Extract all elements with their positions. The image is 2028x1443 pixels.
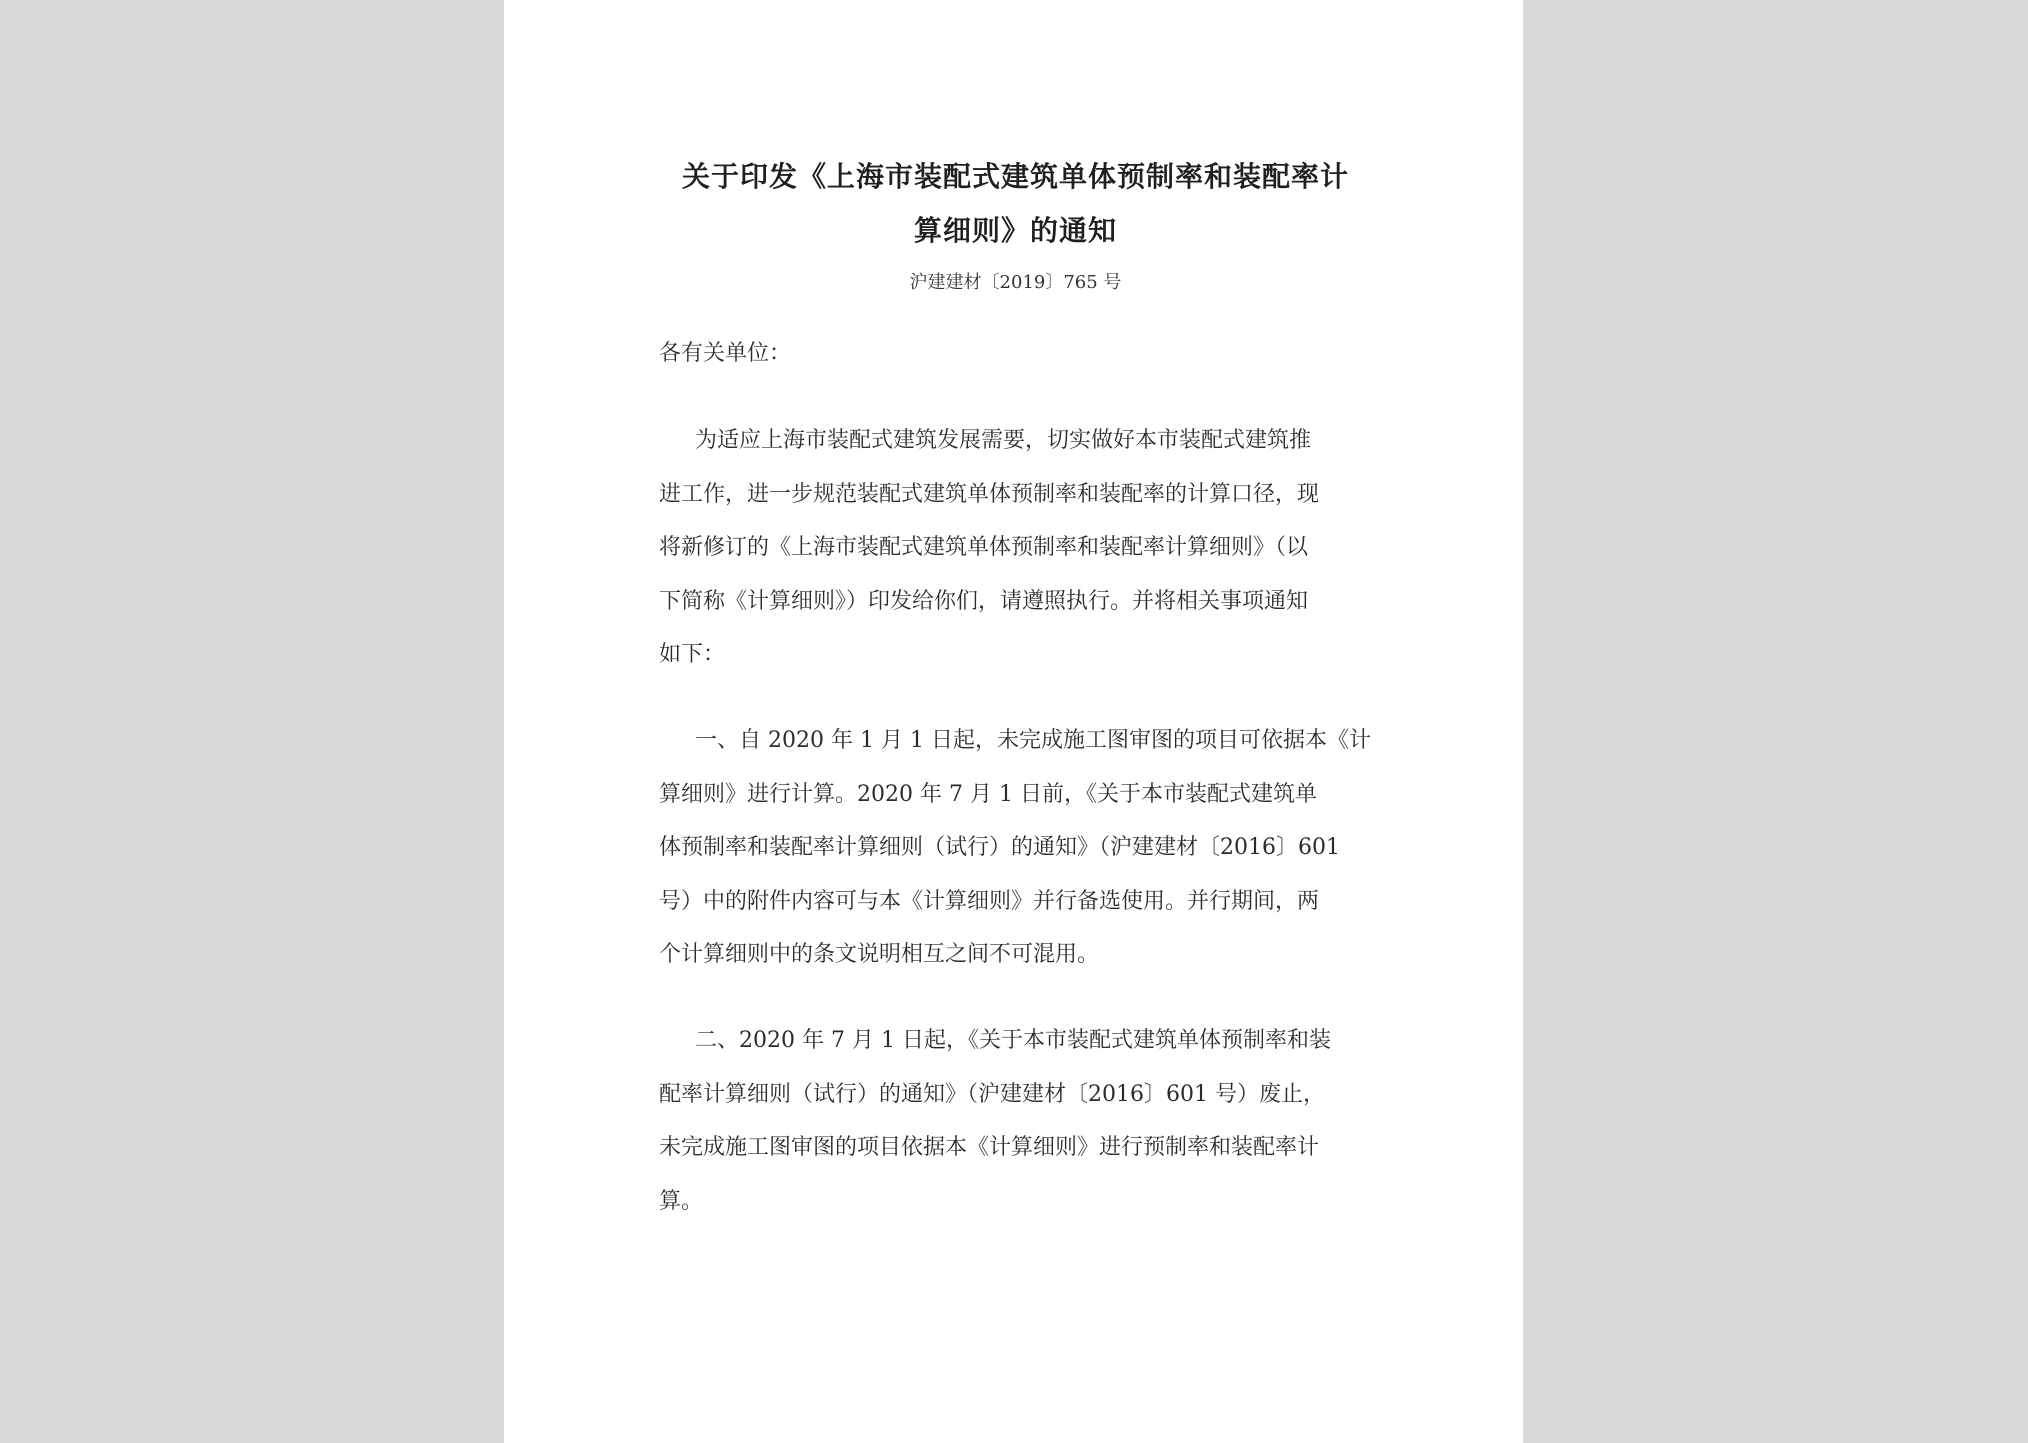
paragraph-line: 二、2020 年 7 月 1 日起，《关于本市装配式建筑单体预制率和装 — [695, 1028, 1331, 1053]
title-line: 关于印发《上海市装配式建筑单体预制率和装配率计 — [681, 160, 1349, 193]
paragraph-line: 算。 — [659, 1188, 704, 1214]
paragraph-line: 为适应上海市装配式建筑发展需要，切实做好本市装配式建筑推 — [695, 428, 1312, 453]
paragraph-item-two — [659, 1014, 1372, 1228]
paragraph-line: 配率计算细则（试行）的通知》（沪建建材〔2016〕601 号）废止， — [659, 1081, 1325, 1107]
title-line: 算细则》的通知 — [913, 214, 1117, 247]
paragraph-item-one — [659, 714, 1372, 982]
paragraph-line: 算细则》进行计算。2020 年 7 月 1 日前，《关于本市装配式建筑单 — [659, 781, 1317, 807]
paragraph-line: 进工作，进一步规范装配式建筑单体预制率和装配率的计算口径，现 — [659, 481, 1320, 507]
document-page — [504, 0, 1523, 1443]
salutation: 各有关单位： — [659, 341, 792, 366]
paragraph-line: 号）中的附件内容可与本《计算细则》并行备选使用。并行期间，两 — [659, 888, 1320, 914]
document-number: 沪建建材〔2019〕765 号 — [909, 272, 1122, 293]
paragraph-line: 如下： — [659, 642, 726, 667]
paragraph-line: 将新修订的《上海市装配式建筑单体预制率和装配率计算细则》（以 — [659, 535, 1309, 560]
paragraph-line: 未完成施工图审图的项目依据本《计算细则》进行预制率和装配率计 — [659, 1135, 1320, 1160]
paragraph-line: 个计算细则中的条文说明相互之间不可混用。 — [659, 942, 1100, 967]
paragraph-line: 下简称《计算细则》）印发给你们，请遵照执行。并将相关事项通知 — [659, 588, 1309, 614]
paragraph-line: 体预制率和装配率计算细则（试行）的通知》（沪建建材〔2016〕601 — [659, 835, 1340, 860]
paragraph-line: 一、自 2020 年 1 月 1 日起，未完成施工图审图的项目可依据本《计 — [695, 728, 1371, 753]
document-title — [659, 150, 1372, 258]
paragraph-intro — [659, 414, 1372, 682]
